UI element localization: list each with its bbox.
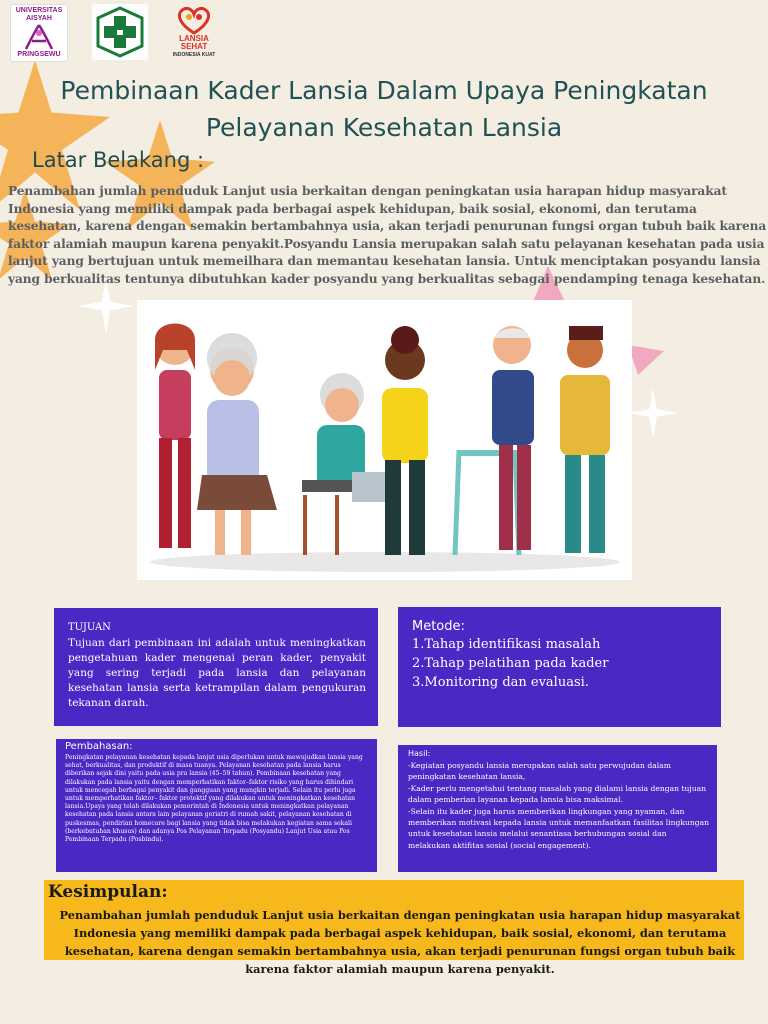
- hasil-box: [398, 745, 717, 872]
- metode-item-3: 3.Monitoring dan evaluasi.: [412, 675, 589, 690]
- puskesmas-cross-icon: [94, 6, 146, 58]
- poster-title-line2: Pelayanan Kesehatan Lansia: [205, 113, 563, 142]
- metode-item-2: 2.Tahap pelatihan pada kader: [412, 656, 609, 671]
- latar-belakang-text: Penambahan jumlah penduduk Lanjut usia berkaitan dengan peningkatan usia harapan hidup masyarakat Indonesia yang memiliki dampak pada berbagai aspek kehidupan, baik sosial, ekonomi, dan terutama kesehatan, karena dengan semakin bertambahnya usia, akan terjadi penurunan fungsi organ tubuh baik karena faktor alamiah maupun karena penyakit.Posyandu Lansia merupakan salah satu pelayanan kesehatan pada usia lanjut yang bertujuan untuk memeilhara dan memantau kesehatan lansia. Untuk menciptakan posyandu lansia yang berkualitas tentunya dibutuhkan kader posyandu yang berkualitas sebagai pendamping tenaga kesehatan.: [8, 184, 767, 286]
- tujuan-text: Tujuan dari pembinaan ini adalah untuk meningkatkan pengetahuan kader mengenai peran kader, penyakit yang sering terjadi pada lansia dan pelayanan kesehatan lansia serta ketrampilan dalam pengukuran tekanan darah.: [68, 637, 366, 709]
- aisyah-emblem-icon: [22, 23, 56, 51]
- elderly-people-illustration: [137, 300, 632, 580]
- hasil-heading: Hasil:: [408, 749, 431, 758]
- metode-box: [398, 607, 721, 727]
- tujuan-heading: TUJUAN: [68, 622, 111, 633]
- hasil-item-1: -Kegiatan posyandu lansia merupakan salah satu perwujudan dalam peningkatan kesehatan lansia,: [408, 761, 671, 782]
- hasil-item-2: -Kader perlu mengetahui tentang masalah yang dialami lansia dengan tujuan dalam pemberian layanan kepada lansia bisa maksimal.: [408, 783, 707, 805]
- kesimpulan-text: Penambahan jumlah penduduk Lanjut usia berkaitan dengan peningkatan usia harapan hidup masyarakat Indonesia yang memiliki dampak pada berbagai aspek kehidupan, baik sosial, ekonomi, dan terutama kesehatan, karena dengan semakin bertambahnya usia, akan terjadi penurunan fungsi organ tubuh baik karena faktor alamiah maupun karena penyakit.: [59, 908, 741, 976]
- lansia-sehat-logo: [166, 4, 222, 60]
- poster-title: [0, 72, 768, 146]
- indonesia-kuat-logo-text: INDONESIA KUAT: [172, 52, 216, 58]
- elderly-group-illustration-icon: [137, 300, 632, 580]
- pembahasan-text: Peningkatan pelayanan kesehatan kepada lanjut usia diperlukan untuk mewujudkan lansia yang sehat, berkualitas, dan produktif di masa tuanya. Pelayanan kesehatan pada lansia harus diberikan sejak dini yaitu pada usia pra lansia (45–59 tahun). Pembinaan kesehatan yang dilakukan pada lansia yaitu dengan memperhatikan faktor–faktor risiko yang harus dihindari untuk mencegah berbagai penyakit dan gangguan yang mungkin terjadi. Selain itu perlu juga untuk memperhatikan faktor– faktor protektif yang dilakukan untuk meningkatkan kesehatan lansia.Upaya yang telah dilakukan pemerintah di Indonesia untuk meningkatkan pelayanan kesehatan pada lansia antara lain pelayanan geriatri di rumah sakit, pelayanan kesehatan di puskesmas, pendirian homecare bagi lansia yang tidak bisa melakukan kegiatan sama sekali (berkebutuhan khusus) dan adanya Pos Pelayanan Terpadu (Posyandu) Lanjut Usia atau Pos Pembinaan Terpadu (Posbindu).: [65, 754, 363, 844]
- poster-title-line1: Pembinaan Kader Lansia Dalam Upaya Peningkatan: [60, 76, 708, 105]
- puskesmas-logo: [92, 4, 148, 60]
- hasil-item-3: -Selain itu kader juga harus memberikan lingkungan yang nyaman, dan memberikan motivasi kepada lansia untuk memanfaatkan fasilitas lingkungan untuk kesehatan lansia melalui senantiasa berhubungan sosial dan melakukan aktifitas sosial (social engagement).: [408, 806, 710, 850]
- sparkle-white-right: [628, 385, 678, 441]
- kesimpulan-heading: Kesimpulan:: [48, 882, 168, 902]
- lansia-sehat-heart-icon: [174, 5, 214, 35]
- metode-item-1: 1.Tahap identifikasi masalah: [412, 637, 601, 652]
- universitas-aisyah-logo: [10, 4, 68, 62]
- tujuan-box: [54, 608, 378, 726]
- metode-heading: Metode:: [412, 619, 465, 634]
- pink-triangle-right: [628, 345, 664, 375]
- pembahasan-heading: Pembahasan:: [65, 741, 133, 752]
- universitas-aisyah-logo-text: UNIVERSITAS AISYAH: [15, 7, 63, 22]
- hasil-list: [408, 760, 710, 851]
- pringsewu-logo-text: PRINGSEWU: [17, 51, 61, 58]
- pembahasan-box: [56, 739, 377, 872]
- lansia-sehat-logo-text: LANSIA SEHAT: [179, 34, 209, 51]
- latar-belakang-heading: Latar Belakang :: [32, 148, 205, 172]
